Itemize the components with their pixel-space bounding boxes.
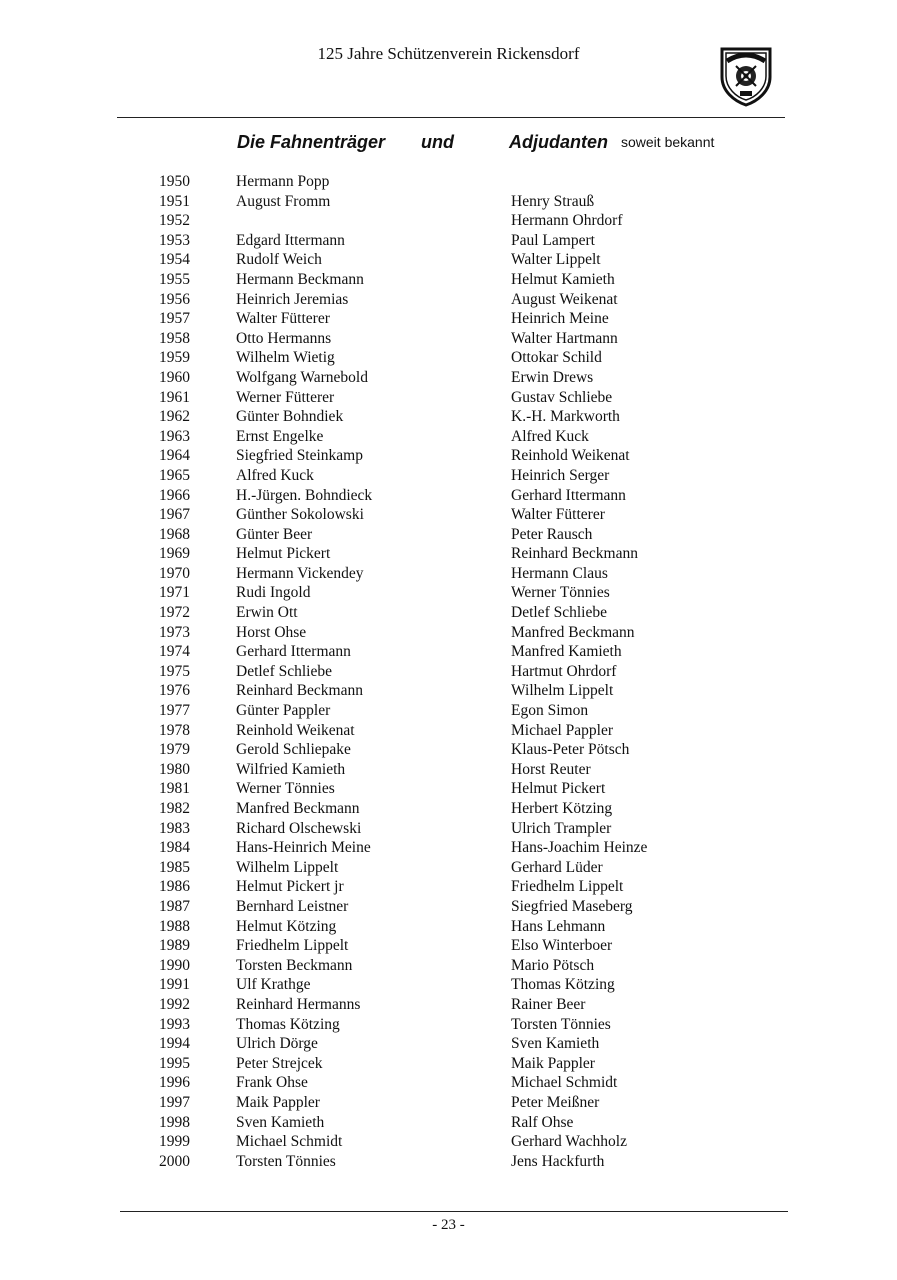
table-row xyxy=(0,721,897,741)
flag-bearer-cell: Günther Sokolowski xyxy=(236,506,364,524)
adjutant-cell: Torsten Tönnies xyxy=(511,1015,611,1033)
flag-bearer-cell: Rudolf Weich xyxy=(236,251,322,269)
adjutant-cell: Hans Lehmann xyxy=(511,917,606,935)
year-cell: 1979 xyxy=(159,741,190,759)
flag-bearer-cell: Ernst Engelke xyxy=(236,427,324,445)
flag-bearer-cell: Günter Pappler xyxy=(236,702,331,720)
table-row xyxy=(0,329,897,349)
table-row xyxy=(0,270,897,290)
year-cell: 1986 xyxy=(159,878,190,896)
adjutant-cell: Peter Rausch xyxy=(511,525,593,543)
adjutant-cell: Gerhard Ittermann xyxy=(511,486,626,504)
flag-bearer-cell: Wolfgang Warnebold xyxy=(236,368,368,386)
year-cell: 1987 xyxy=(159,897,190,915)
adjutant-cell: Michael Pappler xyxy=(511,721,614,739)
year-cell: 2000 xyxy=(159,1152,190,1170)
flag-bearer-cell: Helmut Pickert jr xyxy=(236,878,344,896)
table-row xyxy=(0,544,897,564)
year-cell: 1952 xyxy=(159,212,190,230)
adjutant-cell: Egon Simon xyxy=(511,702,589,720)
year-cell: 1955 xyxy=(159,270,190,288)
flag-bearer-cell: Maik Pappler xyxy=(236,1093,320,1111)
table-row xyxy=(0,701,897,721)
year-cell: 1996 xyxy=(159,1074,190,1092)
adjutant-cell: August Weikenat xyxy=(511,290,618,308)
flag-bearer-cell: Hermann Vickendey xyxy=(236,564,364,582)
club-crest-icon xyxy=(714,43,778,107)
table-row xyxy=(0,1152,897,1172)
flag-bearer-cell: Detlef Schliebe xyxy=(236,662,332,680)
column-header-adjutants: Adjudanten xyxy=(509,132,608,152)
adjutant-cell: Horst Reuter xyxy=(511,760,591,778)
year-cell: 1974 xyxy=(159,643,190,661)
flag-bearer-cell: Horst Ohse xyxy=(236,623,307,641)
table-row xyxy=(0,505,897,525)
table-row xyxy=(0,917,897,937)
header-divider xyxy=(117,117,785,118)
flag-bearer-cell: Peter Strejcek xyxy=(236,1054,323,1072)
page-number: - 23 - xyxy=(432,1217,465,1233)
flag-bearer-cell: Ulrich Dörge xyxy=(236,1035,318,1053)
flag-bearer-cell: Reinhard Hermanns xyxy=(236,995,361,1013)
table-row xyxy=(0,427,897,447)
year-cell: 1998 xyxy=(159,1113,190,1131)
table-row xyxy=(0,486,897,506)
flag-bearer-cell: Erwin Ott xyxy=(236,604,298,622)
adjutant-cell: Walter Fütterer xyxy=(511,506,605,524)
table-row xyxy=(0,936,897,956)
adjutant-cell: Hartmut Ohrdorf xyxy=(511,662,617,680)
adjutant-cell: Manfred Kamieth xyxy=(511,643,622,661)
column-header-note: soweit bekannt xyxy=(621,134,715,150)
adjutant-cell: Alfred Kuck xyxy=(511,427,589,445)
flag-bearer-cell: Torsten Tönnies xyxy=(236,1152,336,1170)
table-row xyxy=(0,388,897,408)
year-cell: 1967 xyxy=(159,506,190,524)
year-cell: 1993 xyxy=(159,1015,190,1033)
adjutant-cell: Helmut Kamieth xyxy=(511,270,615,288)
year-cell: 1978 xyxy=(159,721,190,739)
year-cell: 1981 xyxy=(159,780,190,798)
year-cell: 1995 xyxy=(159,1054,190,1072)
adjutant-cell: Werner Tönnies xyxy=(511,584,610,602)
adjutant-cell: Klaus-Peter Pötsch xyxy=(511,741,630,759)
year-cell: 1954 xyxy=(159,251,190,269)
table-row xyxy=(0,858,897,878)
table-row xyxy=(0,1093,897,1113)
adjutant-cell: Heinrich Serger xyxy=(511,466,610,484)
table-row xyxy=(0,407,897,427)
year-cell: 1966 xyxy=(159,486,190,504)
year-cell: 1972 xyxy=(159,604,190,622)
adjutant-cell: Sven Kamieth xyxy=(511,1035,600,1053)
year-cell: 1970 xyxy=(159,564,190,582)
table-row xyxy=(0,348,897,368)
year-cell: 1965 xyxy=(159,466,190,484)
flag-bearer-cell: Rudi Ingold xyxy=(236,584,311,602)
table-row xyxy=(0,1054,897,1074)
adjutant-cell: Henry Strauß xyxy=(511,192,595,210)
flag-bearer-cell: Richard Olschewski xyxy=(236,819,362,837)
year-cell: 1991 xyxy=(159,976,190,994)
flag-bearer-cell: Bernhard Leistner xyxy=(236,897,349,915)
table-row xyxy=(0,211,897,231)
flag-bearer-cell: August Fromm xyxy=(236,192,331,210)
flag-bearer-cell: Otto Hermanns xyxy=(236,329,332,347)
table-row xyxy=(0,1073,897,1093)
year-cell: 1969 xyxy=(159,545,190,563)
adjutant-cell: Manfred Beckmann xyxy=(511,623,635,641)
adjutant-cell: Peter Meißner xyxy=(511,1093,600,1111)
flag-bearer-cell: Reinhold Weikenat xyxy=(236,721,355,739)
adjutant-cell: Helmut Pickert xyxy=(511,780,606,798)
flag-bearer-cell: Hans-Heinrich Meine xyxy=(236,839,371,857)
year-cell: 1994 xyxy=(159,1035,190,1053)
adjutant-cell: Reinhold Weikenat xyxy=(511,447,630,465)
flag-bearer-cell: Torsten Beckmann xyxy=(236,956,353,974)
table-row xyxy=(0,662,897,682)
table-row xyxy=(0,466,897,486)
adjutant-cell: Elso Winterboer xyxy=(511,937,613,955)
flag-bearer-cell: Sven Kamieth xyxy=(236,1113,325,1131)
year-cell: 1977 xyxy=(159,702,190,720)
year-cell: 1983 xyxy=(159,819,190,837)
adjutant-cell: Hermann Claus xyxy=(511,564,608,582)
adjutant-cell: Wilhelm Lippelt xyxy=(511,682,614,700)
table-row xyxy=(0,564,897,584)
year-cell: 1973 xyxy=(159,623,190,641)
flag-bearer-cell: Siegfried Steinkamp xyxy=(236,447,363,465)
adjutant-cell: Herbert Kötzing xyxy=(511,800,613,817)
adjutant-cell: Friedhelm Lippelt xyxy=(511,878,624,896)
adjutant-cell: Reinhard Beckmann xyxy=(511,545,638,563)
table-row xyxy=(0,760,897,780)
adjutant-cell: Walter Lippelt xyxy=(511,251,601,269)
year-cell: 1950 xyxy=(159,173,190,190)
flag-bearer-cell: Werner Tönnies xyxy=(236,780,335,798)
table-row xyxy=(0,838,897,858)
year-cell: 1959 xyxy=(159,349,190,367)
table-row xyxy=(0,1132,897,1152)
year-cell: 1951 xyxy=(159,192,190,210)
flag-bearer-cell: Helmut Kötzing xyxy=(236,917,337,935)
table-row xyxy=(0,250,897,270)
table-row xyxy=(0,1034,897,1054)
year-cell: 1963 xyxy=(159,427,190,445)
table-row xyxy=(0,819,897,839)
adjutant-cell: Gerhard Lüder xyxy=(511,858,603,876)
table-row xyxy=(0,623,897,643)
year-cell: 1961 xyxy=(159,388,190,406)
table-row xyxy=(0,877,897,897)
flag-bearer-cell: Frank Ohse xyxy=(236,1074,308,1092)
adjutant-cell: Michael Schmidt xyxy=(511,1074,618,1092)
adjutant-cell: Hermann Ohrdorf xyxy=(511,212,623,230)
table-row xyxy=(0,525,897,545)
flag-bearer-cell: Ulf Krathge xyxy=(236,976,311,994)
table-row xyxy=(0,995,897,1015)
flag-bearer-cell: Manfred Beckmann xyxy=(236,800,360,817)
table-row xyxy=(0,956,897,976)
adjutant-cell: Ralf Ohse xyxy=(511,1113,574,1131)
adjutant-cell: K.-H. Markworth xyxy=(511,408,620,426)
adjutant-cell: Ottokar Schild xyxy=(511,349,602,367)
table-row xyxy=(0,192,897,212)
flag-bearer-cell: Wilhelm Lippelt xyxy=(236,858,339,876)
flag-bearer-table xyxy=(0,172,897,1171)
adjutant-cell: Ulrich Trampler xyxy=(511,819,612,837)
table-row xyxy=(0,681,897,701)
column-header-flag-bearers: Die Fahnenträger xyxy=(237,132,386,152)
table-row xyxy=(0,603,897,623)
year-cell: 1976 xyxy=(159,682,190,700)
flag-bearer-cell: Gerhard Ittermann xyxy=(236,643,351,661)
year-cell: 1990 xyxy=(159,956,190,974)
year-cell: 1956 xyxy=(159,290,190,308)
year-cell: 1960 xyxy=(159,368,190,386)
year-cell: 1975 xyxy=(159,662,190,680)
flag-bearer-cell: Thomas Kötzing xyxy=(236,1015,340,1033)
flag-bearer-cell: Friedhelm Lippelt xyxy=(236,937,349,955)
flag-bearer-cell: Walter Fütterer xyxy=(236,310,330,328)
adjutant-cell: Detlef Schliebe xyxy=(511,604,607,622)
adjutant-cell: Gustav Schliebe xyxy=(511,388,613,406)
flag-bearer-cell: Alfred Kuck xyxy=(236,466,314,484)
table-row xyxy=(0,642,897,662)
table-row xyxy=(0,583,897,603)
adjutant-cell: Mario Pötsch xyxy=(511,956,595,974)
year-cell: 1971 xyxy=(159,584,190,602)
year-cell: 1964 xyxy=(159,447,190,465)
flag-bearer-cell: Wilfried Kamieth xyxy=(236,760,346,778)
year-cell: 1962 xyxy=(159,408,190,426)
flag-bearer-cell: Reinhard Beckmann xyxy=(236,682,363,700)
table-row xyxy=(0,799,897,819)
flag-bearer-cell: Werner Fütterer xyxy=(236,388,335,406)
flag-bearer-cell: Wilhelm Wietig xyxy=(236,349,335,367)
table-row xyxy=(0,1113,897,1133)
adjutant-cell: Rainer Beer xyxy=(511,995,586,1013)
table-row xyxy=(0,779,897,799)
flag-bearer-cell: Edgard Ittermann xyxy=(236,231,345,249)
adjutant-cell: Thomas Kötzing xyxy=(511,976,615,994)
table-row xyxy=(0,740,897,760)
adjutant-cell: Heinrich Meine xyxy=(511,310,609,328)
year-cell: 1997 xyxy=(159,1093,190,1111)
table-row xyxy=(0,290,897,310)
table-row xyxy=(0,1015,897,1035)
year-cell: 1953 xyxy=(159,231,190,249)
year-cell: 1984 xyxy=(159,839,190,857)
year-cell: 1958 xyxy=(159,329,190,347)
adjutant-cell: Erwin Drews xyxy=(511,368,594,386)
adjutant-cell: Walter Hartmann xyxy=(511,329,618,347)
table-row xyxy=(0,975,897,995)
flag-bearer-cell: Heinrich Jeremias xyxy=(236,290,349,308)
table-row xyxy=(0,368,897,388)
page-header-title: 125 Jahre Schützenverein Rickensdorf xyxy=(317,44,580,63)
adjutant-cell: Gerhard Wachholz xyxy=(511,1133,627,1151)
column-header-and: und xyxy=(421,132,454,152)
flag-bearer-cell: Hermann Beckmann xyxy=(236,270,364,288)
flag-bearer-cell: Helmut Pickert xyxy=(236,545,331,563)
flag-bearer-cell: Günter Beer xyxy=(236,525,313,543)
adjutant-cell: Paul Lampert xyxy=(511,231,595,249)
year-cell: 1992 xyxy=(159,995,190,1013)
table-row xyxy=(0,172,897,192)
adjutant-cell: Hans-Joachim Heinze xyxy=(511,839,648,857)
year-cell: 1968 xyxy=(159,525,190,543)
table-row xyxy=(0,231,897,251)
adjutant-cell: Maik Pappler xyxy=(511,1054,595,1072)
flag-bearer-cell: Hermann Popp xyxy=(236,173,330,190)
year-cell: 1985 xyxy=(159,858,190,876)
flag-bearer-cell: Günter Bohndiek xyxy=(236,408,344,426)
flag-bearer-cell: Michael Schmidt xyxy=(236,1133,343,1151)
footer-divider xyxy=(120,1211,788,1212)
table-row xyxy=(0,897,897,917)
table-row xyxy=(0,446,897,466)
year-cell: 1988 xyxy=(159,917,190,935)
adjutant-cell: Siegfried Maseberg xyxy=(511,897,633,915)
year-cell: 1982 xyxy=(159,800,190,817)
flag-bearer-cell: H.-Jürgen. Bohndieck xyxy=(236,486,373,504)
year-cell: 1989 xyxy=(159,937,190,955)
table-row xyxy=(0,309,897,329)
year-cell: 1980 xyxy=(159,760,190,778)
year-cell: 1999 xyxy=(159,1133,190,1151)
year-cell: 1957 xyxy=(159,310,190,328)
flag-bearer-cell: Gerold Schliepake xyxy=(236,741,351,759)
adjutant-cell: Jens Hackfurth xyxy=(511,1152,605,1170)
